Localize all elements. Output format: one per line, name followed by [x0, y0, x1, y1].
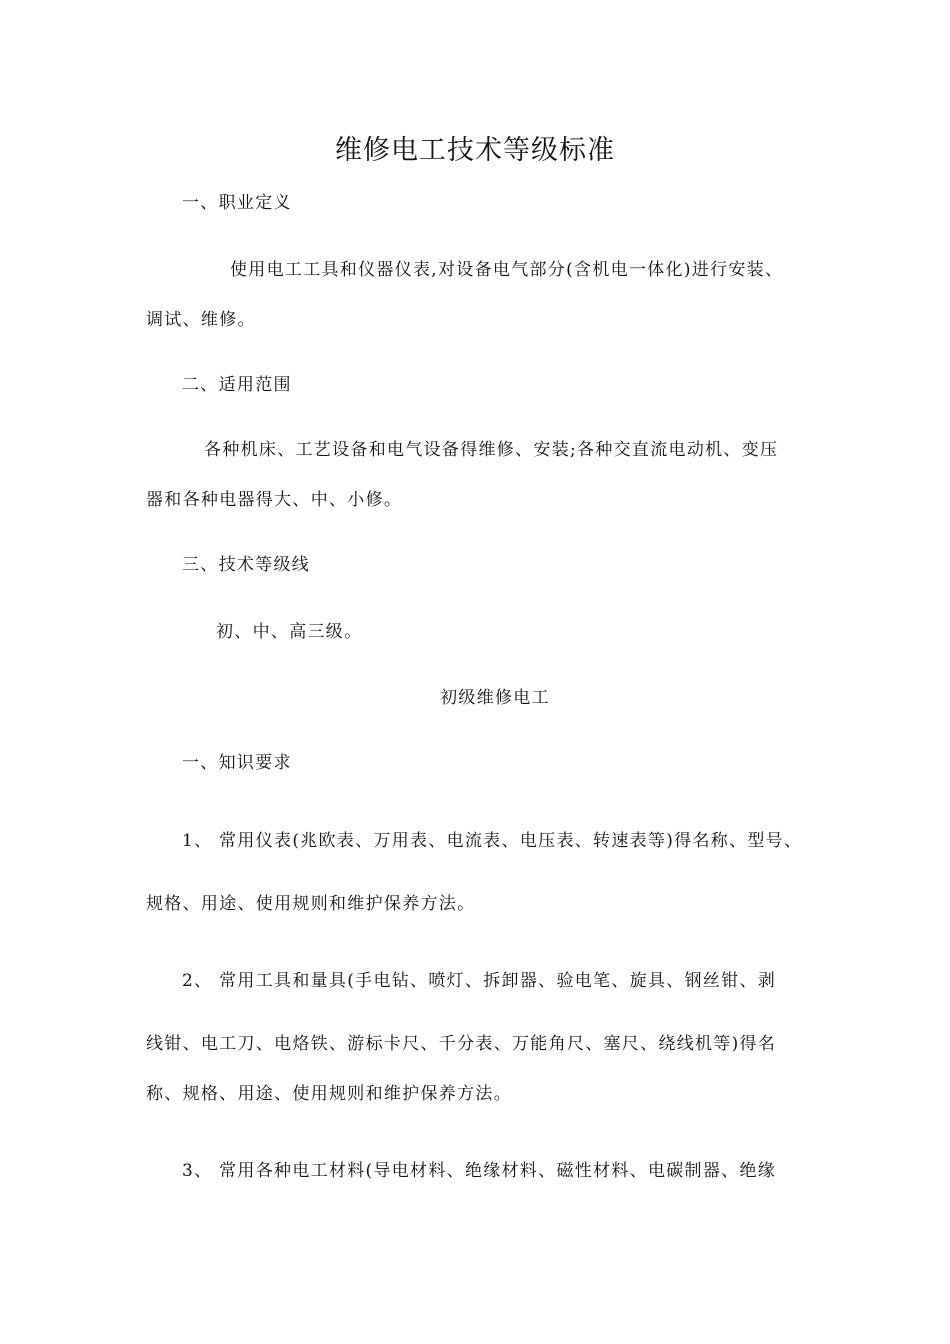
paragraph-line: 调试、维修。: [146, 310, 256, 330]
section-heading-levels: 三、技术等级线: [182, 555, 311, 575]
list-item-line: 规格、用途、使用规则和维护保养方法。: [146, 894, 476, 914]
paragraph-line: 器和各种电器得大、中、小修。: [146, 490, 403, 510]
section-heading-scope: 二、适用范围: [182, 375, 292, 395]
list-item-line: 2、 常用工具和量具(手电钻、喷灯、拆卸器、验电笔、旋具、钢丝钳、剥: [182, 971, 777, 991]
page-title: 维修电工技术等级标准: [335, 135, 615, 166]
section-subtitle: 初级维修电工: [440, 688, 550, 708]
section-heading-knowledge: 一、知识要求: [182, 753, 292, 773]
section-heading-definition: 一、职业定义: [182, 193, 292, 213]
paragraph-line: 使用电工工具和仪器仪表,对设备电气部分(含机电一体化)进行安装、: [230, 260, 784, 280]
list-item-line: 1、 常用仪表(兆欧表、万用表、电流表、电压表、转速表等)得名称、型号、: [182, 831, 803, 851]
paragraph-line: 初、中、高三级。: [216, 622, 363, 642]
paragraph-line: 各种机床、工艺设备和电气设备得维修、安装;各种交直流电动机、变压: [204, 440, 779, 460]
list-item-line: 3、 常用各种电工材料(导电材料、绝缘材料、磁性材料、电碳制器、绝缘: [182, 1161, 777, 1181]
list-item-line: 线钳、电工刀、电烙铁、游标卡尺、千分表、万能角尺、塞尺、绕线机等)得名: [146, 1034, 777, 1054]
list-item-line: 称、规格、用途、使用规则和维护保养方法。: [146, 1084, 512, 1104]
